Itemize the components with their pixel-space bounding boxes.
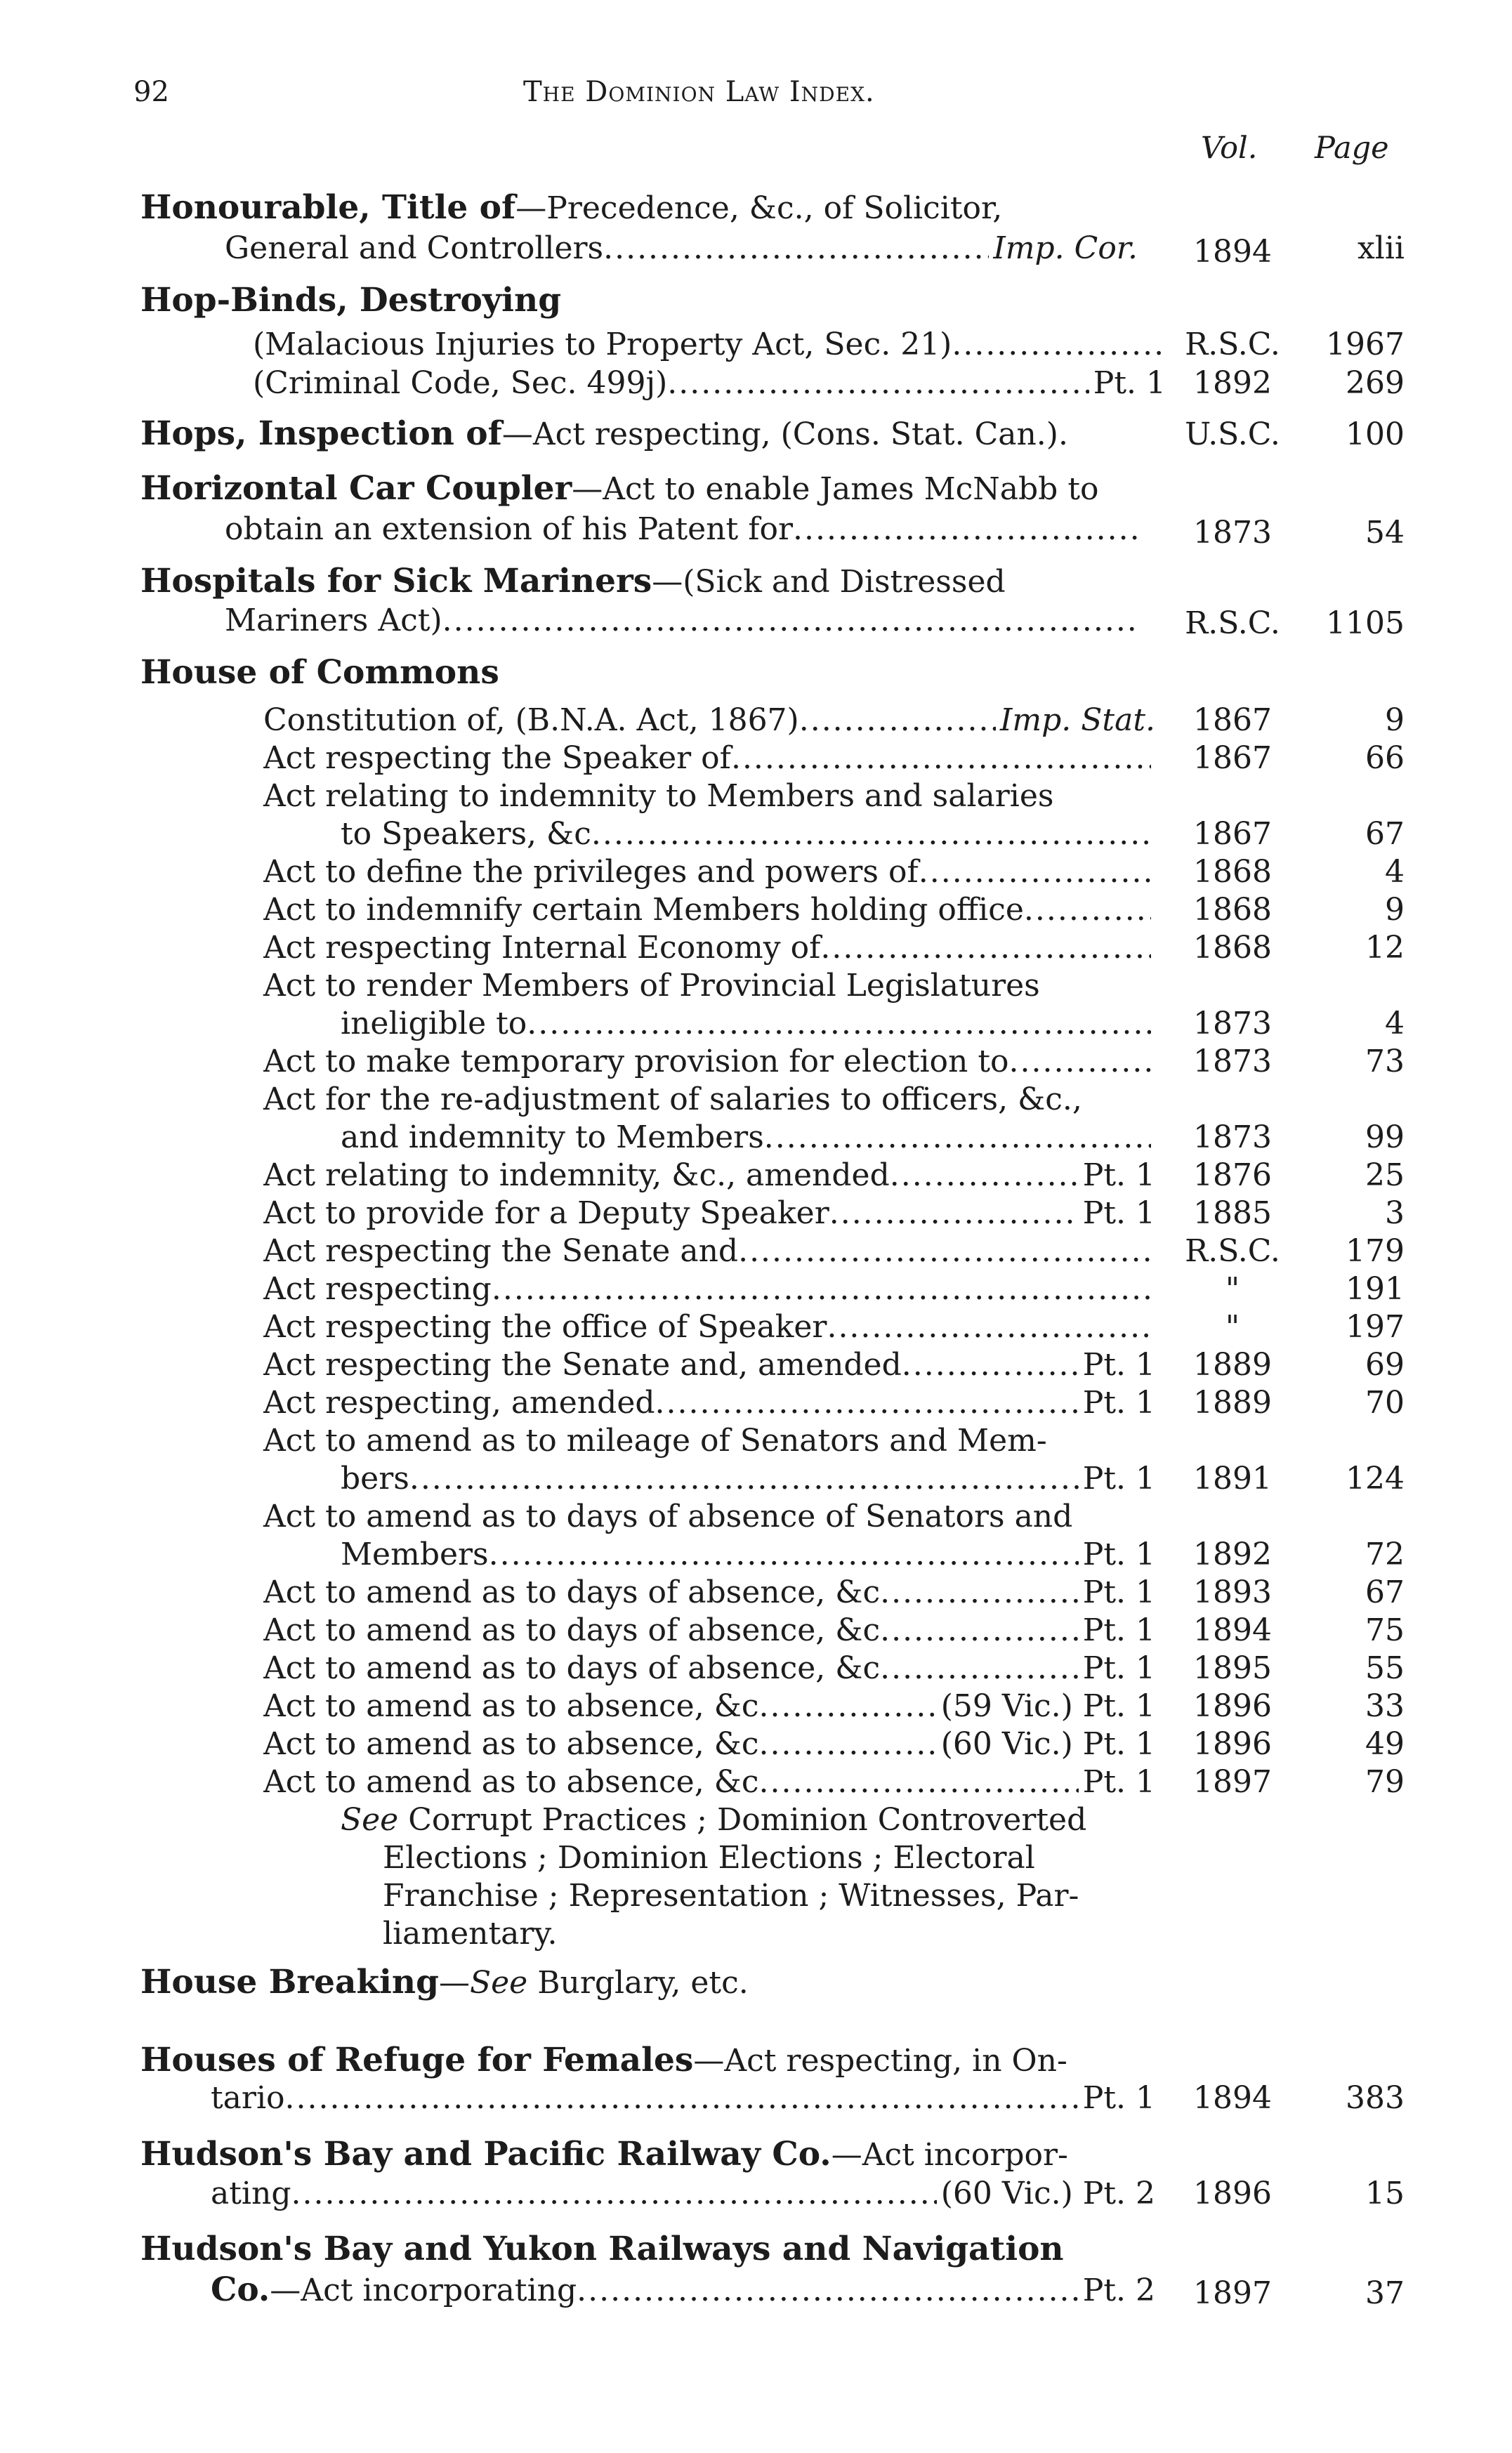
- index-line-continued: Act relating to indemnity to Members and salaries: [263, 778, 1054, 814]
- page-value: 67: [1365, 1574, 1405, 1610]
- index-line: [263, 1347, 1155, 1383]
- entry-heading-hudson-pacific: Hudson's Bay and Pacific Railway Co.—Act incorpor-: [140, 2135, 1068, 2173]
- page-value: 179: [1346, 1233, 1405, 1269]
- index-text: (Malacious Injuries to Property Act, Sec. 21): [253, 327, 952, 362]
- index-line: ating ..... (60 Vic.) Pt. 2: [211, 2176, 1155, 2211]
- index-text: Act to indemnify certain Members holding office: [263, 892, 1024, 928]
- index-line-continued: Act to amend as to days of absence of Senators and: [263, 1499, 1073, 1534]
- vol-value: 1892: [1193, 1537, 1272, 1572]
- index-text: to Speakers, &c: [341, 816, 591, 852]
- page-value: 55: [1365, 1650, 1405, 1686]
- index-text: obtain an extension of his Patent for: [225, 511, 794, 547]
- index-text: and indemnity to Members: [341, 1119, 764, 1155]
- page-value: 1967: [1326, 327, 1405, 362]
- column-header-vol: Vol.: [1201, 131, 1258, 166]
- index-text: General and Controllers: [225, 230, 604, 266]
- entry-heading-honourable: [140, 188, 1002, 227]
- vol-value: 1868: [1193, 892, 1272, 928]
- vol-value: R.S.C.: [1185, 605, 1280, 641]
- heading-text: Honourable, Title of: [140, 188, 516, 227]
- index-suffix: Pt. 1: [1082, 1461, 1155, 1497]
- index-text: Members: [341, 1537, 489, 1572]
- vol-value: 1894: [1193, 234, 1272, 270]
- page-value: 269: [1346, 365, 1405, 401]
- page-value: 54: [1365, 515, 1405, 551]
- page-value: 99: [1365, 1119, 1405, 1155]
- index-line: [263, 1195, 1155, 1231]
- page-value: 66: [1365, 740, 1405, 776]
- index-line: [263, 702, 1155, 738]
- index-line-continued: Act for the re-adjustment of salaries to officers, &c.,: [263, 1081, 1082, 1117]
- index-line: tario ..... Pt. 1: [211, 2080, 1155, 2116]
- index-line: [263, 740, 1155, 776]
- index-line: [341, 1006, 1155, 1041]
- index-line: [263, 1157, 1155, 1193]
- index-line: [263, 1044, 1155, 1079]
- index-line: [263, 1309, 1155, 1345]
- see-reference-line: Elections ; Dominion Elections ; Electoral: [383, 1840, 1035, 1876]
- vol-value: 1897: [1193, 1764, 1272, 1800]
- index-text: Act respecting: [263, 1271, 492, 1307]
- vol-value: 1867: [1193, 816, 1272, 852]
- vol-value: 1873: [1193, 1044, 1272, 1079]
- index-text: Act to make temporary provision for election to: [263, 1044, 1009, 1079]
- index-text: Act respecting the office of Speaker: [263, 1309, 827, 1345]
- page-value: 4: [1385, 1006, 1405, 1041]
- page-value: 1105: [1326, 605, 1405, 641]
- entry-heading-car-coupler: Horizontal Car Coupler—Act to enable James McNabb to: [140, 469, 1099, 508]
- index-line: [253, 327, 1166, 362]
- vol-value: R.S.C.: [1185, 1233, 1280, 1269]
- index-suffix: (59 Vic.) Pt. 1: [940, 1688, 1155, 1724]
- index-line: [341, 1461, 1155, 1497]
- vol-value: 1885: [1193, 1195, 1272, 1231]
- index-line: [263, 930, 1155, 966]
- page-value: 33: [1365, 1688, 1405, 1724]
- page-value: 79: [1365, 1764, 1405, 1800]
- vol-value: 1873: [1193, 515, 1272, 551]
- index-text: Act to provide for a Deputy Speaker: [263, 1195, 829, 1231]
- heading-subtext: —Precedence, &c., of Solicitor,: [515, 190, 1003, 226]
- index-line-continued: Act to amend as to mileage of Senators and Mem-: [263, 1423, 1047, 1459]
- index-text: Mariners Act): [225, 603, 442, 638]
- page-value: 191: [1346, 1271, 1405, 1307]
- vol-value: 1896: [1193, 2176, 1272, 2211]
- index-suffix: Imp. Stat.: [1000, 702, 1155, 738]
- vol-value: 1889: [1193, 1347, 1272, 1383]
- index-line: [263, 1688, 1155, 1724]
- vol-value: R.S.C.: [1185, 327, 1280, 362]
- index-text: Act to define the privileges and powers of: [263, 854, 919, 890]
- index-suffix: Pt. 1: [1082, 1650, 1155, 1686]
- index-text: bers: [341, 1461, 409, 1497]
- index-text: Act respecting Internal Economy of: [263, 930, 821, 966]
- index-suffix: Pt. 1: [1082, 1347, 1155, 1383]
- index-line-continued: Act to render Members of Provincial Legislatures: [263, 968, 1040, 1004]
- page-value: 67: [1365, 816, 1405, 852]
- index-suffix: Pt. 1: [1082, 1574, 1155, 1610]
- index-text: (Criminal Code, Sec. 499j): [253, 365, 668, 401]
- vol-value: 1896: [1193, 1688, 1272, 1724]
- vol-value: 1873: [1193, 1006, 1272, 1041]
- entry-heading-house-breaking: House Breaking—See Burglary, etc.: [140, 1963, 749, 2001]
- index-suffix: Pt. 1: [1082, 1385, 1155, 1421]
- page-value: 15: [1365, 2176, 1405, 2211]
- index-text: Act respecting the Senate and: [263, 1233, 739, 1269]
- vol-value: 1889: [1193, 1385, 1272, 1421]
- index-text: —Act incorporating: [270, 2273, 577, 2308]
- page-value: 3: [1385, 1195, 1405, 1231]
- index-text: ating: [211, 2176, 291, 2211]
- page-value: 72: [1365, 1537, 1405, 1572]
- vol-value: 1896: [1193, 1726, 1272, 1762]
- vol-value: ": [1225, 1309, 1240, 1345]
- page-value: 25: [1365, 1157, 1405, 1193]
- index-text: Act respecting the Speaker of: [263, 740, 731, 776]
- page-value: 69: [1365, 1347, 1405, 1383]
- page-number: 92: [133, 76, 169, 108]
- vol-value: 1867: [1193, 740, 1272, 776]
- vol-value: U.S.C.: [1185, 416, 1280, 452]
- index-text: Act respecting, amended: [263, 1385, 655, 1421]
- index-line: Co. —Act incorporating ..... Pt. 2: [211, 2270, 1155, 2309]
- entry-heading-hudson-yukon: Hudson's Bay and Yukon Railways and Navigation: [140, 2230, 1064, 2268]
- vol-value: 1873: [1193, 1119, 1272, 1155]
- index-text: Act relating to indemnity, &c., amended: [263, 1157, 890, 1193]
- vol-value: 1893: [1193, 1574, 1272, 1610]
- index-text: Act to amend as to days of absence, &c: [263, 1574, 881, 1610]
- entry-heading-hops: Hops, Inspection of—Act respecting, (Cons. Stat. Can.).: [140, 414, 1068, 453]
- index-suffix: Pt. 1: [1082, 1612, 1155, 1648]
- entry-heading-houses-of-refuge: Houses of Refuge for Females—Act respecting, in On-: [140, 2041, 1067, 2079]
- page-value: 197: [1346, 1309, 1405, 1345]
- index-line: [263, 1271, 1155, 1307]
- index-line: [225, 230, 1138, 266]
- index-line: [263, 892, 1155, 928]
- index-line: [341, 816, 1155, 852]
- index-line: [341, 1537, 1155, 1572]
- index-text: Act to amend as to days of absence, &c: [263, 1650, 881, 1686]
- page-value: 4: [1385, 854, 1405, 890]
- page-value: 100: [1346, 416, 1405, 452]
- vol-value: ": [1225, 1271, 1240, 1307]
- page-value: 12: [1365, 930, 1405, 966]
- running-title: The Dominion Law Index.: [523, 76, 875, 108]
- page-value: 75: [1365, 1612, 1405, 1648]
- see-reference-line: See Corrupt Practices ; Dominion Controverted: [341, 1802, 1087, 1838]
- vol-value: 1892: [1193, 365, 1272, 401]
- index-line: [263, 1726, 1155, 1762]
- page-value: 37: [1365, 2275, 1405, 2311]
- index-text: Act to amend as to absence, &c: [263, 1688, 759, 1724]
- page-value: 383: [1346, 2080, 1405, 2116]
- index-text: Constitution of, (B.N.A. Act, 1867): [263, 702, 799, 738]
- index-line: [263, 1385, 1155, 1421]
- vol-value: 1868: [1193, 854, 1272, 890]
- index-line: [225, 603, 1138, 638]
- vol-value: 1891: [1193, 1461, 1272, 1497]
- page-value: 70: [1365, 1385, 1405, 1421]
- index-line: [263, 1764, 1155, 1800]
- entry-heading-hop-binds: Hop-Binds, Destroying: [140, 281, 562, 320]
- index-suffix: (60 Vic.) Pt. 1: [940, 1726, 1155, 1762]
- index-suffix: Pt. 1: [1082, 1195, 1155, 1231]
- index-text: Act to amend as to absence, &c: [263, 1764, 759, 1800]
- column-header-page: Page: [1315, 131, 1389, 166]
- page-value: 73: [1365, 1044, 1405, 1079]
- index-line: [263, 1574, 1155, 1610]
- index-text: tario: [211, 2080, 285, 2116]
- index-line: (Criminal Code, Sec. 499j) ..... Pt. 1: [253, 365, 1166, 401]
- page-value: 9: [1385, 892, 1405, 928]
- page-value: xlii: [1357, 230, 1405, 266]
- vol-value: 1867: [1193, 702, 1272, 738]
- vol-value: 1895: [1193, 1650, 1272, 1686]
- vol-value: 1868: [1193, 930, 1272, 966]
- index-source: Imp. Cor.: [993, 230, 1138, 266]
- index-line: [341, 1119, 1155, 1155]
- index-text: Act to amend as to absence, &c: [263, 1726, 759, 1762]
- page-value: 49: [1365, 1726, 1405, 1762]
- vol-value: 1897: [1193, 2275, 1272, 2311]
- see-reference-line: liamentary.: [383, 1916, 558, 1952]
- vol-value: 1876: [1193, 1157, 1272, 1193]
- index-suffix: Pt. 1: [1082, 1764, 1155, 1800]
- index-text: Act to amend as to days of absence, &c: [263, 1612, 881, 1648]
- vol-value: 1894: [1193, 1612, 1272, 1648]
- index-line: [263, 1233, 1155, 1269]
- index-line: [225, 511, 1138, 547]
- index-text: ineligible to: [341, 1006, 527, 1041]
- index-text: Act respecting the Senate and, amended: [263, 1347, 902, 1383]
- index-suffix: Pt. 1: [1082, 1157, 1155, 1193]
- entry-heading-hospitals: Hospitals for Sick Mariners—(Sick and Distressed: [140, 562, 1006, 600]
- index-suffix: Pt. 1: [1082, 1537, 1155, 1572]
- index-line: [263, 1650, 1155, 1686]
- index-line: [263, 854, 1155, 890]
- entry-heading-house-of-commons: House of Commons: [140, 653, 499, 692]
- page-value: 124: [1346, 1461, 1405, 1497]
- see-reference-line: Franchise ; Representation ; Witnesses, Par-: [383, 1878, 1079, 1914]
- vol-value: 1894: [1193, 2080, 1272, 2116]
- index-line: [263, 1612, 1155, 1648]
- see-label: See: [341, 1802, 399, 1838]
- page-value: 9: [1385, 702, 1405, 738]
